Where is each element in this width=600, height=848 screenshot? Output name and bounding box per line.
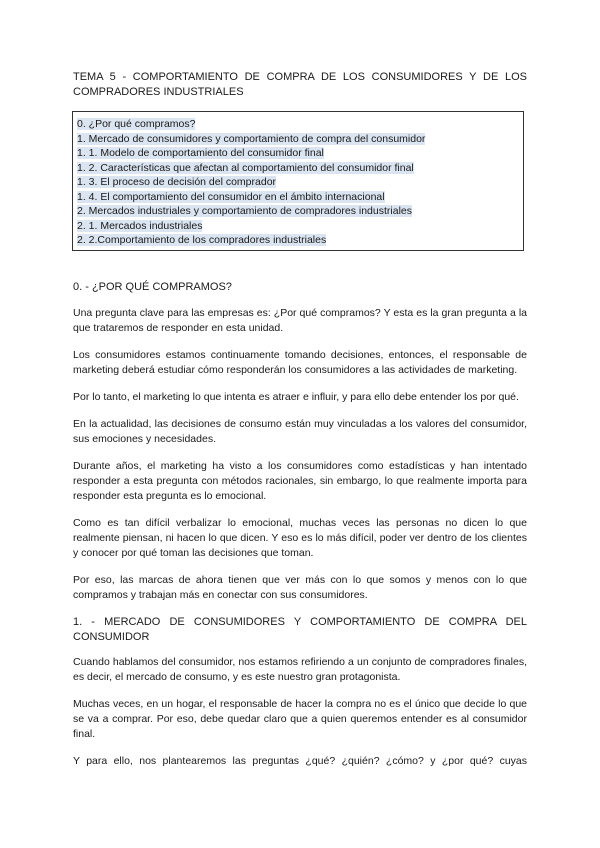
paragraph: En la actualidad, las decisiones de consumo están muy vinculadas a los valores del consumidor, sus emociones y necesidades.: [73, 418, 527, 445]
toc-item[interactable]: 2. Mercados industriales y comportamiento de compradores industriales: [77, 205, 412, 217]
toc-item[interactable]: 1. 2. Características que afectan al comportamiento del consumidor final: [77, 161, 414, 174]
paragraph: Muchas veces, en un hogar, el responsable de hacer la compra no es el único que decide lo que se va a comprar. Por eso, debe quedar claro que a quien queremos entender es al consumidor final.: [73, 698, 527, 740]
paragraph: Y para ello, nos plantearemos las preguntas ¿qué? ¿quién? ¿cómo? y ¿por qué? cuyas: [73, 755, 527, 767]
toc-item[interactable]: 1. 3. El proceso de decisión del comprador: [77, 176, 277, 188]
toc-item[interactable]: 2. 1. Mercados industriales: [77, 219, 203, 232]
paragraph: Como es tan difícil verbalizar lo emocional, muchas veces las personas no dicen lo que realmente piensan, ni hacen lo que dicen. Y eso es lo más difícil, poder ver dentro de los clientes y conocer por qué toman las decisiones que toman.: [73, 517, 527, 559]
toc-item[interactable]: 1. 1. Modelo de comportamiento del consumidor final: [77, 147, 324, 159]
toc-item[interactable]: 1. Mercado de consumidores y comportamiento de compra del consumidor: [77, 132, 426, 145]
table-of-contents: [72, 111, 524, 251]
paragraph: Los consumidores estamos continuamente tomando decisiones, entonces, el responsable de marketing deberá estudiar cómo responderán los consumidores a las actividades de marketing.: [73, 349, 527, 376]
paragraph: Cuando hablamos del consumidor, nos estamos refiriendo a un conjunto de compradores finales, es decir, el mercado de consumo, y es este nuestro gran protagonista.: [73, 656, 527, 683]
paragraph: Durante años, el marketing ha visto a los consumidores como estadísticas y han intentado responder a esta pregunta con métodos racionales, sin embargo, lo que realmente importa para responder esta pregunta es lo emocional.: [73, 460, 527, 502]
toc-item[interactable]: 2. 2.Comportamiento de los compradores industriales: [77, 234, 327, 246]
document-title: TEMA 5 - COMPORTAMIENTO DE COMPRA DE LOS CONSUMIDORES Y DE LOS COMPRADORES INDUSTRIALES: [73, 71, 527, 98]
section-heading: 1. - MERCADO DE CONSUMIDORES Y COMPORTAMIENTO DE COMPRA DEL CONSUMIDOR: [73, 616, 527, 643]
toc-item[interactable]: 1. 4. El comportamiento del consumidor en el ámbito internacional: [77, 190, 385, 203]
paragraph: Por eso, las marcas de ahora tienen que ver más con lo que somos y menos con lo que compramos y trabajan más en conectar con sus consumidores.: [73, 574, 527, 601]
document-body: [73, 280, 527, 769]
paragraph: Una pregunta clave para las empresas es: ¿Por qué compramos? Y esta es la gran pregunta a la que trataremos de responder en esta unidad.: [73, 307, 527, 334]
toc-item[interactable]: 0. ¿Por qué compramos?: [77, 118, 196, 130]
paragraph: Por lo tanto, el marketing lo que intenta es atraer e influir, y para ello debe entender los por qué.: [73, 391, 519, 403]
section-heading: 0. - ¿POR QUÉ COMPRAMOS?: [73, 281, 232, 293]
